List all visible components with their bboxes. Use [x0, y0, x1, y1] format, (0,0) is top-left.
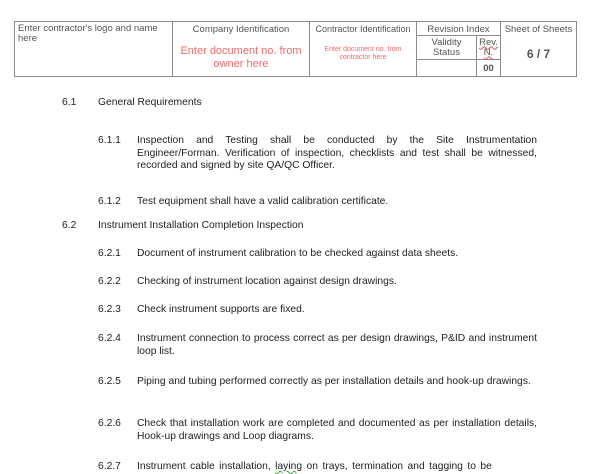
item-number: 6.2.6 [98, 418, 121, 429]
item-text: Piping and tubing performed correctly as per installation details and hook-up drawings. [137, 376, 531, 387]
contractor-identification-cell [310, 22, 417, 77]
document-header-table [14, 21, 577, 77]
section-number: 6.1 [62, 97, 77, 108]
contractor-document-number-placeholder[interactable]: Enter document no. from contractor here [324, 46, 402, 61]
spellcheck-flagged-word[interactable]: laying [275, 461, 303, 472]
item-text: Document of instrument calibration to be checked against data sheets. [137, 248, 459, 259]
company-identification-label: Company Identification [192, 24, 290, 35]
section-title: General Requirements [98, 97, 202, 108]
item-number: 6.2.7 [98, 461, 121, 472]
company-identification-cell [173, 22, 310, 77]
item-number: 6.1.1 [98, 135, 121, 146]
item-text: Instrument connection to process correct as per design drawings, P&ID and instrument loop list. [137, 333, 537, 357]
item-number: 6.2.3 [98, 304, 121, 315]
contractor-identification-label: Contractor Identification [315, 24, 411, 34]
validity-status-label: Validity Status [417, 36, 477, 60]
validity-status-value[interactable] [417, 60, 477, 77]
section-number: 6.2 [62, 220, 77, 231]
contractor-logo-placeholder[interactable]: Enter contractor's logo and name here [15, 22, 173, 77]
item-number: 6.2.2 [98, 276, 121, 287]
item-text [137, 461, 537, 474]
item-text-part: on trays, termination and tagging to be [302, 461, 492, 472]
item-text: Check that installation work are completed and documented as per installation details, Hook-up drawings and Loop diagrams. [137, 418, 537, 442]
sheet-of-sheets-cell [501, 22, 577, 77]
item-text: Test equipment shall have a valid calibration certificate. [137, 196, 389, 207]
item-text: Check instrument supports are fixed. [137, 304, 305, 315]
rev-number-label [477, 36, 501, 60]
owner-document-number-placeholder[interactable]: Enter document no. from owner here [180, 45, 302, 70]
rev-number-label-text: Rev. N. [479, 36, 498, 58]
sheet-of-sheets-label: Sheet of Sheets [504, 24, 573, 35]
revision-index-label: Revision Index [417, 22, 501, 36]
item-text: Checking of instrument location against design drawings. [137, 276, 397, 287]
item-text-part: Instrument cable installation, [137, 461, 276, 472]
item-text: Inspection and Testing shall be conducted by the Site Instrumentation Engineer/Forman. Verification of inspection, checklists and test shall be witnessed, recorded and signed by site QA/QC Officer. [137, 135, 537, 171]
rev-number-value[interactable]: 00 [477, 60, 501, 77]
item-number: 6.2.1 [98, 248, 121, 259]
item-number: 6.2.5 [98, 376, 121, 387]
section-title: Instrument Installation Completion Inspection [98, 220, 304, 231]
item-number: 6.1.2 [98, 196, 121, 207]
item-number: 6.2.4 [98, 333, 121, 344]
sheet-of-sheets-value: 6 / 7 [526, 47, 551, 61]
